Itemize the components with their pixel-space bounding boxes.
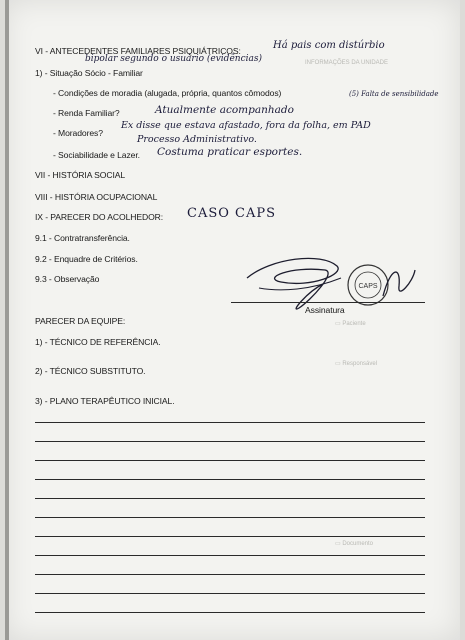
binding-edge — [5, 0, 9, 640]
ruled-line — [35, 593, 425, 594]
section-ix-heading: IX - PARECER DO ACOLHEDOR: — [35, 212, 164, 222]
moradores-answer-2: Processo Administrativo. — [137, 134, 257, 145]
socio-familiar-heading: 1) - Situação Sócio - Familiar — [35, 68, 143, 78]
bleed-through-text: ▭ Documento — [335, 541, 374, 547]
ruled-line — [35, 479, 425, 480]
parecer-acolhedor-answer: CASO CAPS — [187, 206, 277, 221]
section-vii-heading: VII - HISTÓRIA SOCIAL — [35, 170, 126, 180]
signature-flourish — [379, 262, 419, 302]
handwritten-family-history-2: bipolar segundo o usuário (evidências) — [85, 54, 262, 64]
sociabilidade-label: - Sociabilidade e Lazer. — [53, 150, 140, 160]
assinatura-label: Assinatura — [305, 305, 345, 315]
renda-answer: Atualmente acompanhado — [155, 104, 294, 116]
ruled-line — [35, 498, 425, 499]
form-page — [5, 0, 460, 640]
ruled-line — [35, 612, 425, 613]
stamp-text: CAPS — [358, 283, 378, 290]
ruled-line — [35, 536, 425, 537]
item-9-1: 9.1 - Contratransferência. — [35, 233, 130, 243]
ruled-line — [35, 517, 425, 518]
tecnico-substituto-label: 2) - TÉCNICO SUBSTITUTO. — [35, 366, 146, 376]
bleed-through-text: ▭ Responsável — [335, 361, 378, 367]
ruled-line — [35, 555, 425, 556]
section-vi-heading: VI - ANTECEDENTES FAMILIARES PSIQUIÁTRICOS: — [35, 46, 241, 56]
handwritten-side-note: (5) Falta de sensibilidade — [349, 90, 439, 98]
moradia-label: - Condições de moradia (alugada, própria, quantos cômodos) — [53, 88, 282, 98]
item-9-3: 9.3 - Observação — [35, 274, 100, 284]
moradores-label: - Moradores? — [53, 128, 103, 138]
tecnico-referencia-label: 1) - TÉCNICO DE REFERÊNCIA. — [35, 337, 161, 347]
ruled-line — [35, 422, 425, 423]
ruled-line — [35, 460, 425, 461]
moradores-answer-1: Ex disse que estava afastado, fora da folha, em PAD — [121, 120, 371, 131]
parecer-equipe-heading: PARECER DA EQUIPE: — [35, 316, 126, 326]
handwritten-family-history-1: Há pais com distúrbio — [273, 40, 385, 51]
bleed-through-text: INFORMAÇÕES DA UNIDADE — [305, 60, 389, 66]
renda-label: - Renda Familiar? — [53, 108, 120, 118]
plano-terapeutico-label: 3) - PLANO TERAPÊUTICO INICIAL. — [35, 396, 175, 406]
bleed-through-text: ▭ Paciente — [335, 321, 366, 327]
item-9-2: 9.2 - Enquadre de Critérios. — [35, 254, 138, 264]
signature-line — [231, 302, 425, 303]
ruled-line — [35, 574, 425, 575]
sociabilidade-answer: Costuma praticar esportes. — [157, 146, 303, 158]
section-viii-heading: VIII - HISTÓRIA OCUPACIONAL — [35, 192, 158, 202]
ruled-line — [35, 441, 425, 442]
